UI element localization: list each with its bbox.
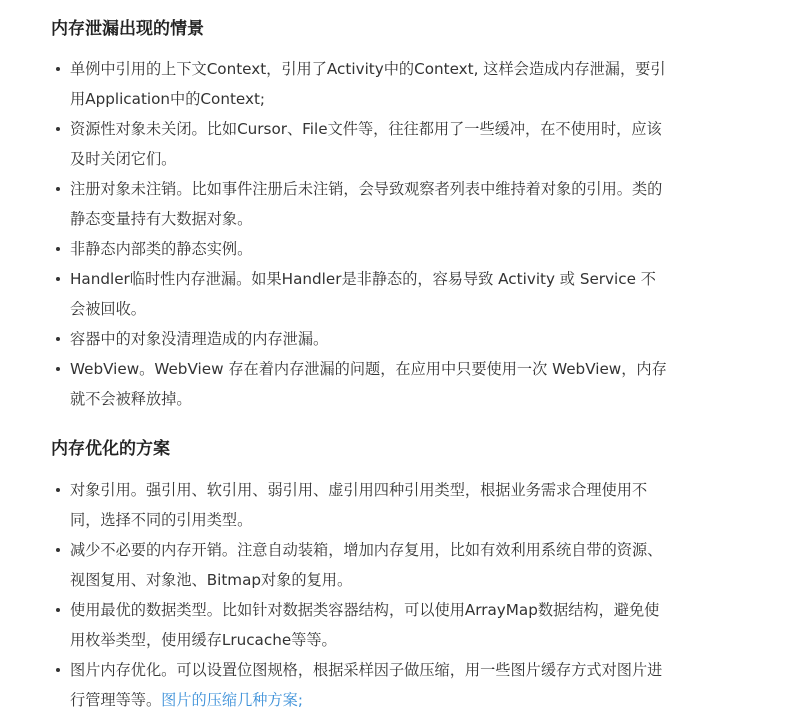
bullet-icon [56, 187, 60, 191]
list-item [70, 234, 670, 264]
bullet-icon [56, 127, 60, 131]
list-item-text [70, 655, 670, 715]
bullet-icon [56, 668, 60, 672]
image-compression-link[interactable]: 图片的压缩几种方案; [161, 691, 303, 709]
list-item-text: 使用最优的数据类型。比如针对数据类容器结构，可以使用ArrayMap数据结构，避免使用枚举类型，使用缓存Lrucache等等。 [70, 601, 660, 649]
list-item-text: 注册对象未注销。比如事件注册后未注销，会导致观察者列表中维持着对象的引用。类的静态变量持有大数据对象。 [70, 180, 663, 228]
bullet-icon [56, 367, 60, 371]
list-item-text: Handler临时性内存泄漏。如果Handler是非静态的，容易导致 Activity 或 Service 不会被回收。 [70, 270, 656, 318]
list-item [70, 655, 670, 715]
bullet-icon [56, 337, 60, 341]
list-item [70, 475, 670, 535]
list-item-text: 非静态内部类的静态实例。 [70, 240, 253, 258]
list-item [70, 174, 670, 234]
bullet-icon [56, 488, 60, 492]
section-heading-memory-leak-scenarios: 内存泄漏出现的情景 [51, 19, 204, 39]
list-item-text: WebView。WebView 存在着内存泄漏的问题，在应用中只要使用一次 WebView，内存就不会被释放掉。 [70, 360, 667, 408]
bullet-icon [56, 67, 60, 71]
list-item-text: 单例中引用的上下文Context，引用了Activity中的Context, 这样会造成内存泄漏，要引用Application中的Context; [70, 60, 666, 108]
section-heading-memory-optimization: 内存优化的方案 [51, 439, 170, 459]
bullet-icon [56, 247, 60, 251]
bullet-icon [56, 277, 60, 281]
list-item-text-main: 图片内存优化。可以设置位图规格，根据采样因子做压缩，用一些图片缓存方式对图片进行管理等等。 [70, 661, 663, 709]
list-item [70, 264, 670, 324]
list-item [70, 324, 670, 354]
list-item [70, 54, 670, 114]
list-item [70, 535, 670, 595]
list-item [70, 354, 670, 414]
list-item-text: 对象引用。强引用、软引用、弱引用、虚引用四种引用类型，根据业务需求合理使用不同，选择不同的引用类型。 [70, 481, 648, 529]
list-item [70, 595, 670, 655]
bullet-icon [56, 548, 60, 552]
bullet-icon [56, 608, 60, 612]
list-item-text: 减少不必要的内存开销。注意自动装箱，增加内存复用，比如有效利用系统自带的资源、视图复用、对象池、Bitmap对象的复用。 [70, 541, 663, 589]
list-item [70, 114, 670, 174]
list-item-text: 容器中的对象没清理造成的内存泄漏。 [70, 330, 329, 348]
list-item-text: 资源性对象未关闭。比如Cursor、File文件等，往往都用了一些缓冲，在不使用时，应该及时关闭它们。 [70, 120, 662, 168]
